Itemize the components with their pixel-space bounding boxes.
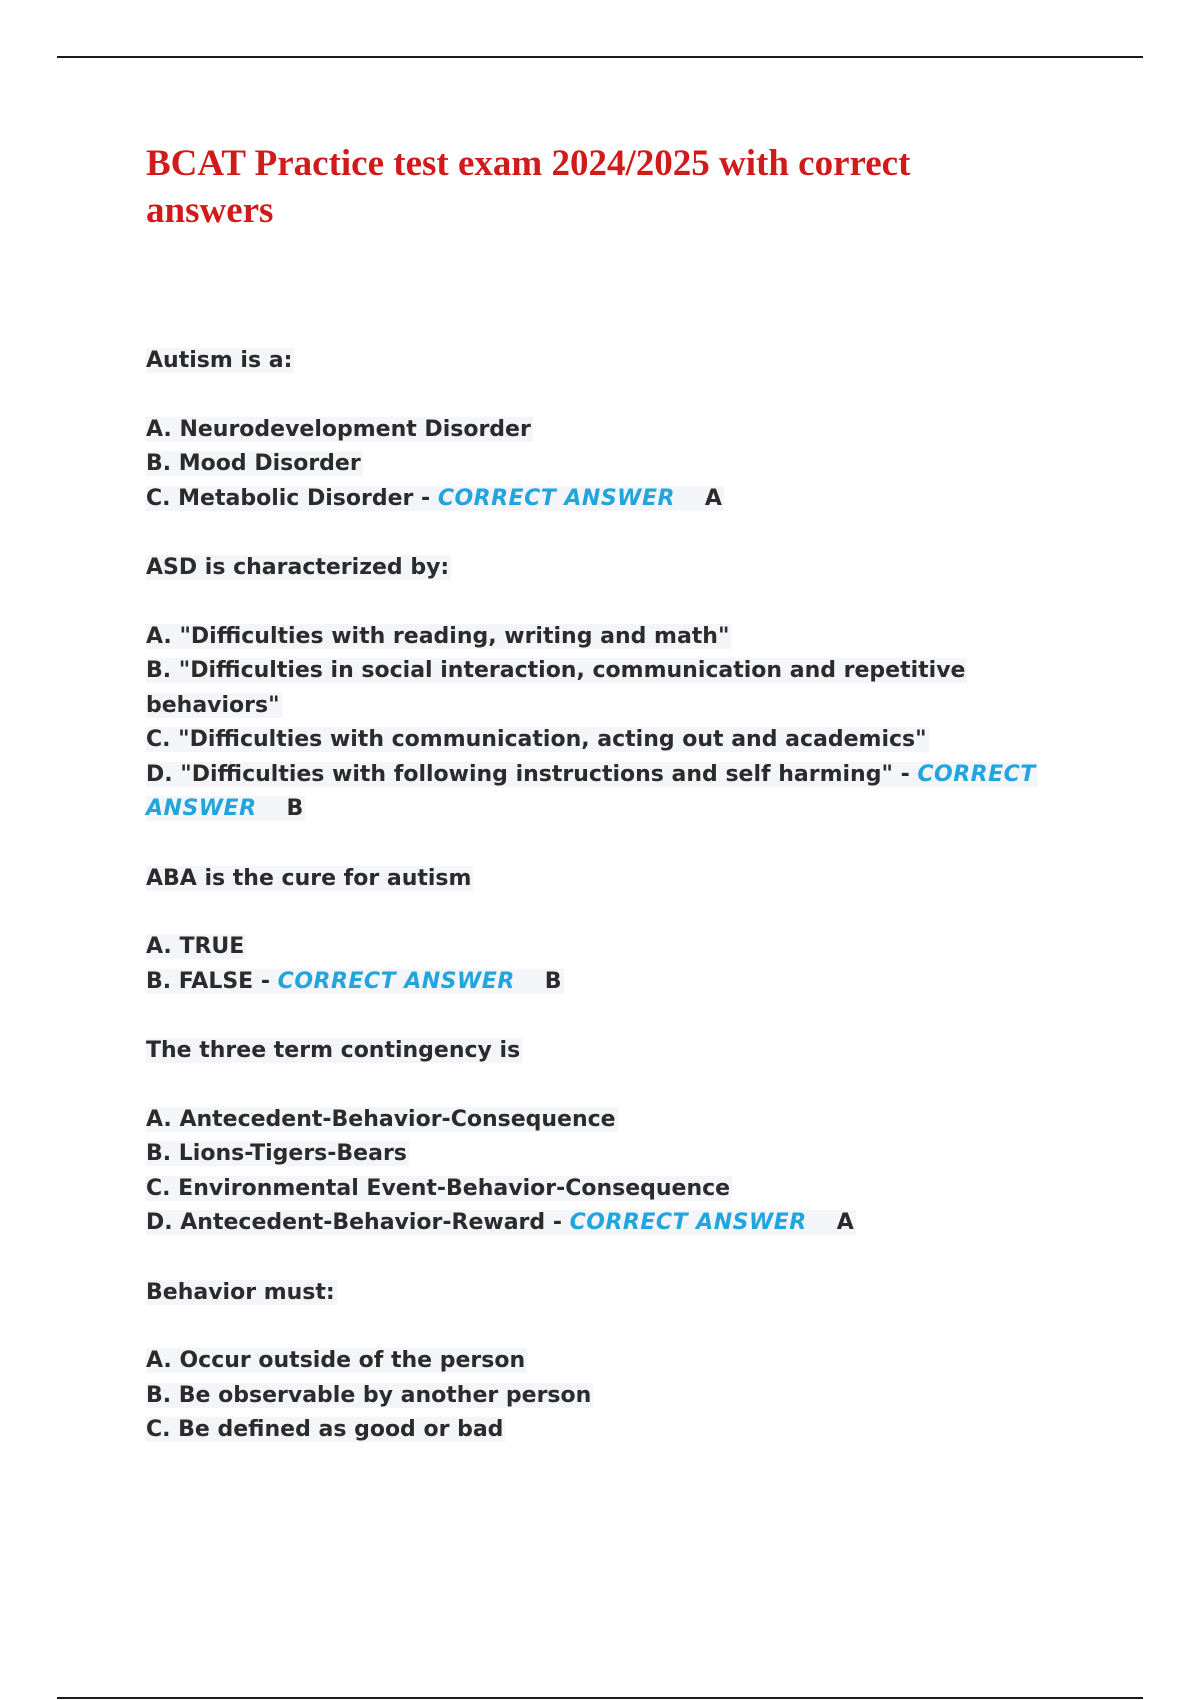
- answer-letter: B: [544, 968, 562, 994]
- bottom-divider: [57, 1697, 1143, 1699]
- answer-letter: A: [836, 1210, 854, 1235]
- answer-letter: B: [286, 796, 304, 821]
- question-text: Behavior must:: [146, 1279, 335, 1305]
- answer-letter: A: [704, 485, 722, 511]
- question-text: ASD is characterized by:: [146, 555, 450, 580]
- question-block: [146, 1034, 1106, 1241]
- question-text: ABA is the cure for autism: [146, 865, 472, 891]
- option-item: A. Occur outside of the person: [146, 1348, 526, 1373]
- correct-answer-label: CORRECT ANSWER: [437, 485, 675, 511]
- question-block: [146, 551, 1106, 827]
- question-block: [146, 862, 1106, 1000]
- document-title: BCAT Practice test exam 2024/2025 with correct answers: [146, 143, 911, 231]
- correct-answer-label: CORRECT ANSWER: [146, 761, 1036, 821]
- option-item: A. TRUE: [146, 934, 245, 959]
- correct-answer-label: CORRECT ANSWER: [277, 968, 515, 994]
- option-item: A. "Difficulties with reading, writing and math": [146, 623, 730, 649]
- option-item: C. Be defined as good or bad: [146, 1417, 504, 1442]
- option-item: A. Antecedent-Behavior-Consequence: [146, 1106, 616, 1132]
- option-item: B. "Difficulties in social interaction, communication and repetitive behaviors": [146, 658, 966, 718]
- question-block: [146, 1276, 1106, 1448]
- document-body: [146, 140, 1106, 1483]
- option-item: C. "Difficulties with communication, acting out and academics": [146, 727, 927, 752]
- question-text: The three term contingency is: [146, 1038, 521, 1063]
- question-text: Autism is a:: [146, 348, 293, 373]
- option-item: B. Lions-Tigers-Bears: [146, 1141, 407, 1166]
- option-item: B. FALSE - CORRECT ANSWER B: [146, 968, 562, 994]
- question-block: [146, 344, 1106, 516]
- option-item: D. "Difficulties with following instructions and self harming" - CORRECT ANSWER B: [146, 761, 1036, 821]
- option-item: C. Metabolic Disorder - CORRECT ANSWER A: [146, 485, 722, 511]
- correct-answer-label: CORRECT ANSWER: [569, 1210, 807, 1235]
- option-item: A. Neurodevelopment Disorder: [146, 416, 531, 442]
- top-divider: [57, 56, 1143, 58]
- option-item: B. Mood Disorder: [146, 451, 361, 476]
- option-item: B. Be observable by another person: [146, 1382, 592, 1408]
- option-item: D. Antecedent-Behavior-Reward - CORRECT ANSWER A: [146, 1210, 854, 1235]
- option-item: C. Environmental Event-Behavior-Consequence: [146, 1175, 731, 1201]
